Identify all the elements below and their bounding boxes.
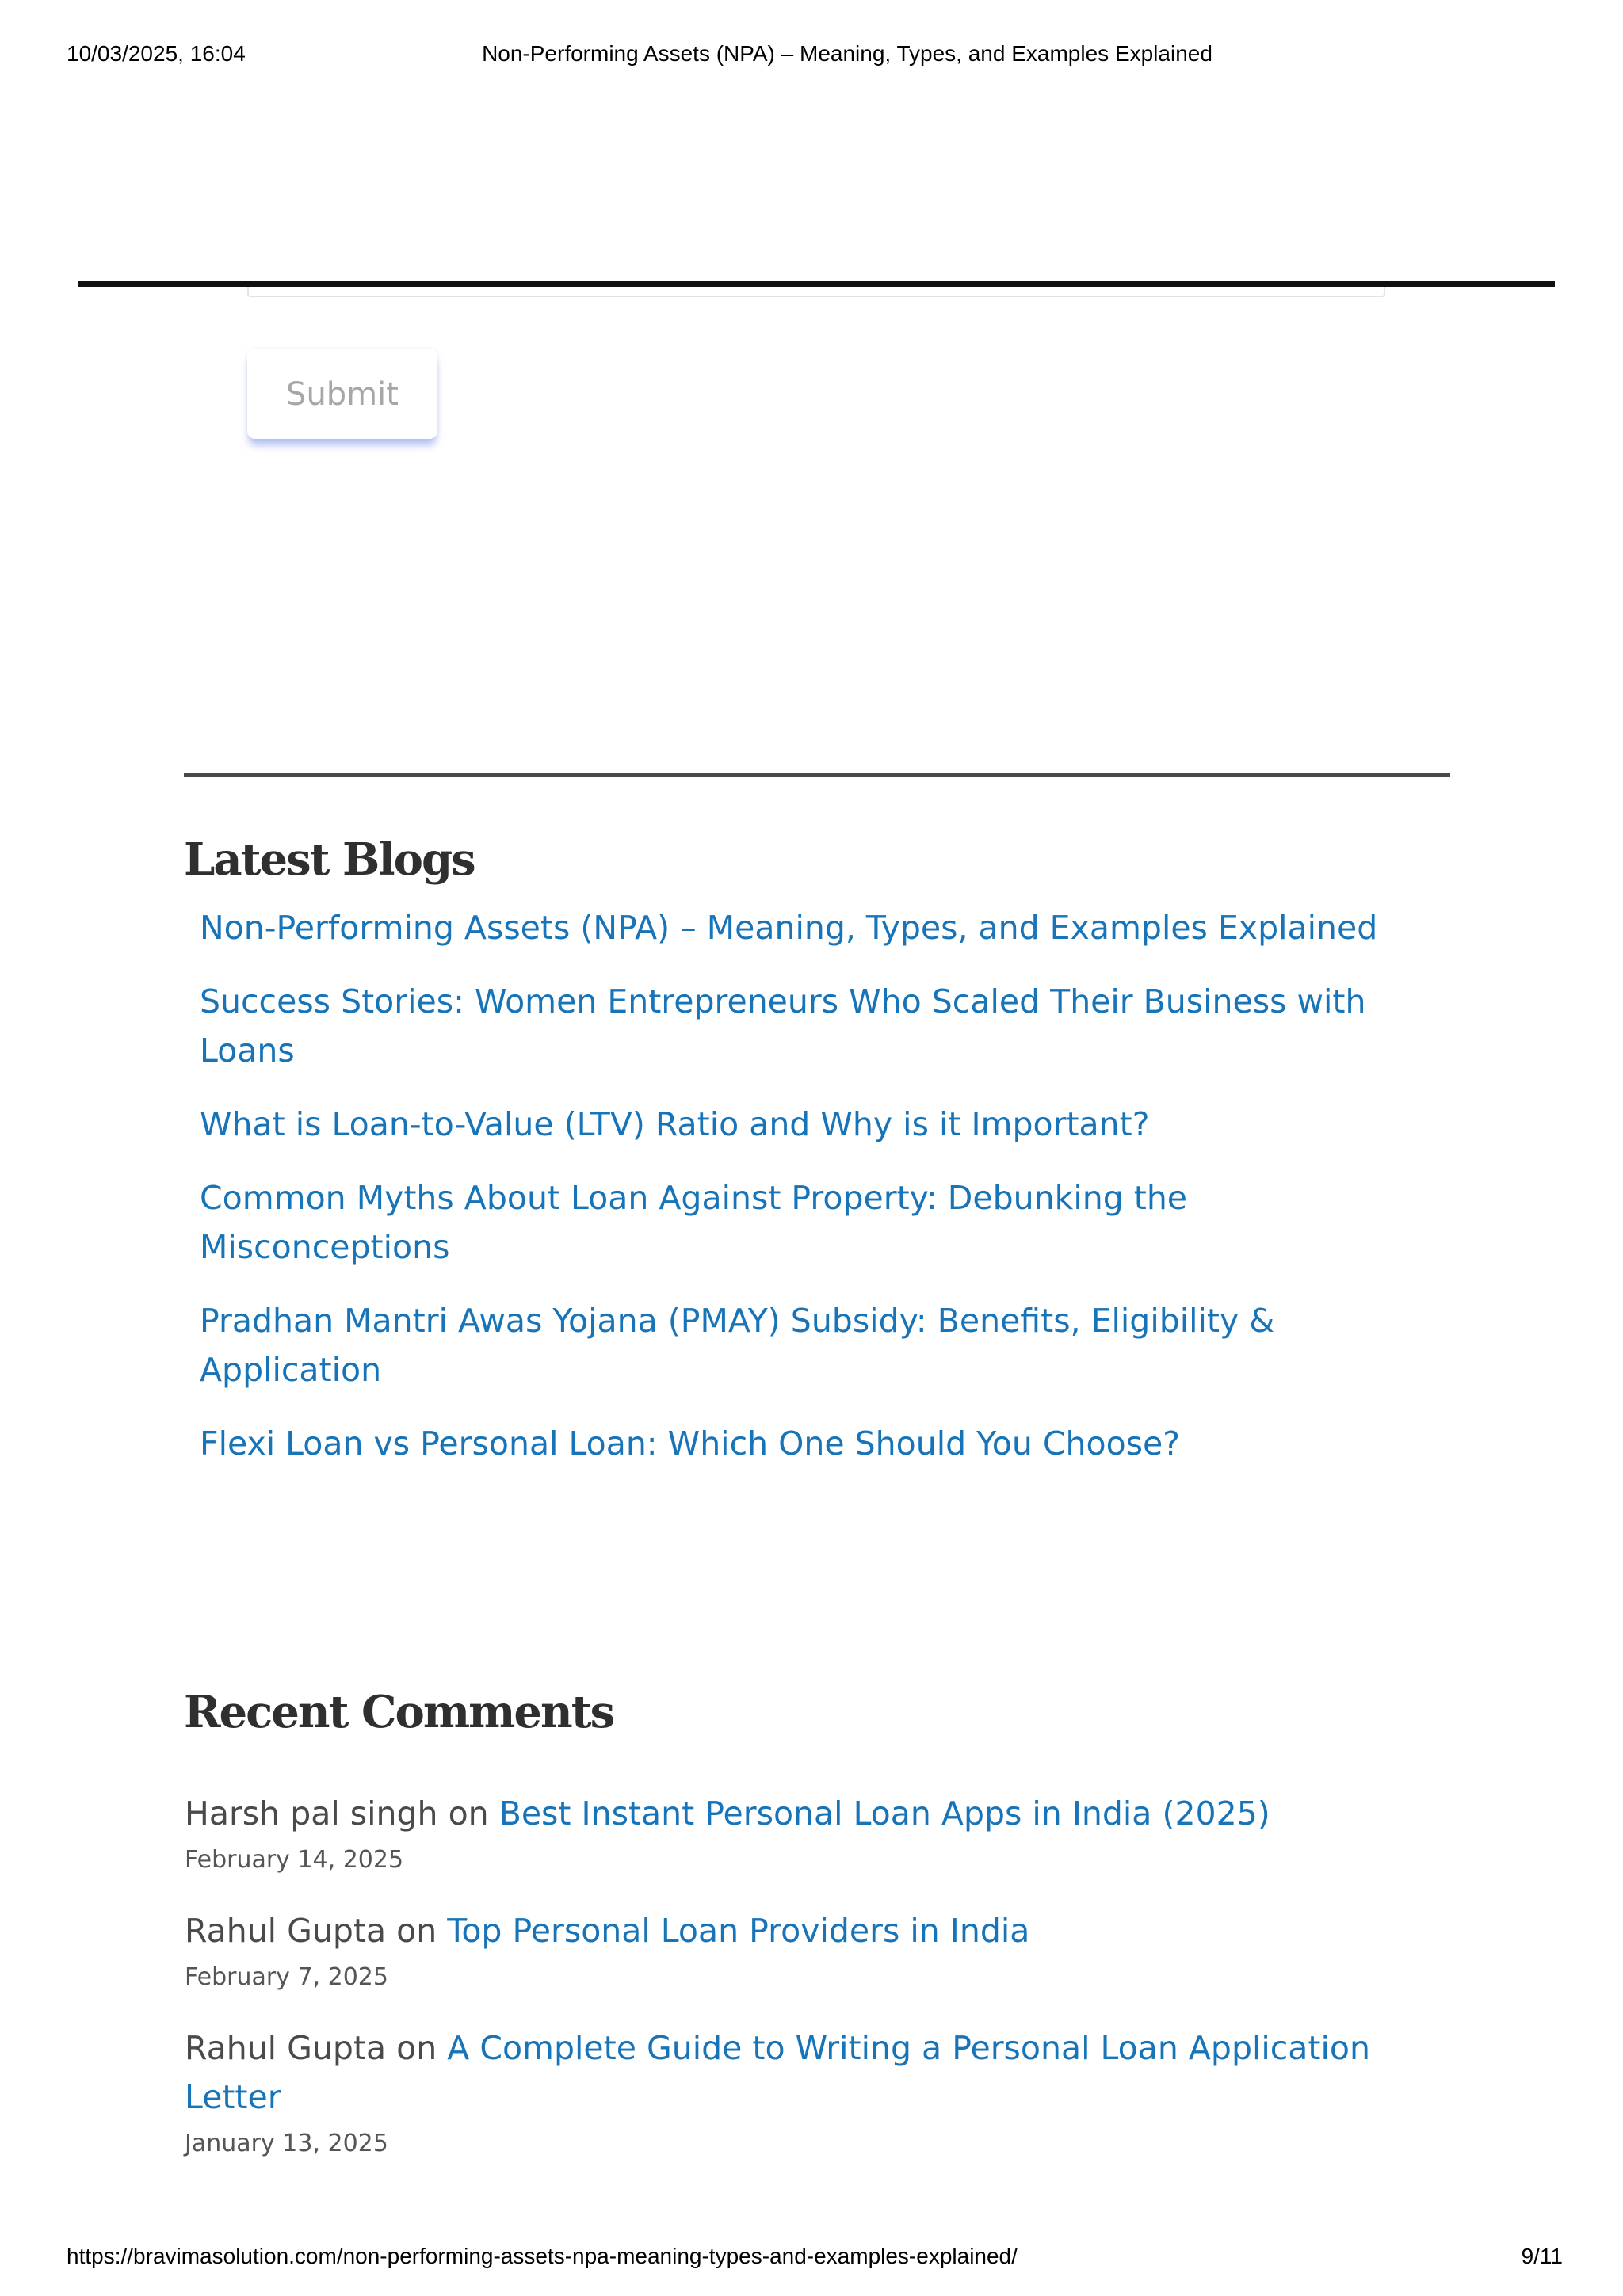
comment-line	[185, 2023, 1421, 2122]
print-footer	[0, 2244, 1623, 2275]
section-divider	[184, 773, 1450, 777]
blog-link[interactable]: Non-Performing Assets (NPA) – Meaning, Types, and Examples Explained	[200, 909, 1378, 947]
print-page-number: 9/11	[1521, 2244, 1563, 2268]
comment-line	[185, 1906, 1421, 1955]
submit-button[interactable]: Submit	[247, 349, 437, 439]
comment-post-link[interactable]: A Complete Guide to Writing a Personal Loan Application Letter	[185, 2029, 1370, 2116]
comment-line	[185, 1789, 1421, 1838]
blog-link[interactable]: Common Myths About Loan Against Property: Debunking the Misconceptions	[200, 1179, 1188, 1266]
recent-comments-title: Recent Comments	[184, 1686, 614, 1738]
comment-post-link[interactable]: Best Instant Personal Loan Apps in India (2025)	[498, 1794, 1270, 1833]
comment-item	[185, 1789, 1421, 1875]
blog-link[interactable]: Success Stories: Women Entrepreneurs Who Scaled Their Business with Loans	[200, 982, 1366, 1070]
print-header	[0, 41, 1623, 73]
print-datetime: 10/03/2025, 16:04	[67, 41, 246, 66]
comment-date: January 13, 2025	[185, 2130, 388, 2157]
latest-blogs-list	[200, 903, 1420, 1493]
recent-comments-list	[185, 1789, 1421, 2190]
header-divider	[78, 281, 1555, 287]
comment-author: Harsh pal singh	[185, 1794, 438, 1833]
print-url: https://bravimasolution.com/non-performing-assets-npa-meaning-types-and-examples-explained/	[67, 2244, 1018, 2268]
comment-textarea[interactable]	[247, 287, 1385, 297]
list-item	[200, 1296, 1420, 1394]
blog-link[interactable]: Flexi Loan vs Personal Loan: Which One Should You Choose?	[200, 1425, 1181, 1463]
comment-on-text: on	[396, 2029, 437, 2067]
comment-item	[185, 2023, 1421, 2158]
list-item	[200, 1173, 1420, 1272]
comment-on-text: on	[396, 1912, 437, 1950]
comment-date: February 7, 2025	[185, 1963, 388, 1991]
list-item	[200, 1419, 1420, 1468]
comment-item	[185, 1906, 1421, 1992]
comment-date: February 14, 2025	[185, 1846, 404, 1874]
comment-author: Rahul Gupta	[185, 1912, 387, 1950]
comment-author: Rahul Gupta	[185, 2029, 387, 2067]
blog-link[interactable]: Pradhan Mantri Awas Yojana (PMAY) Subsidy: Benefits, Eligibility & Application	[200, 1302, 1275, 1389]
latest-blogs-title: Latest Blogs	[184, 833, 475, 886]
list-item	[200, 1100, 1420, 1149]
list-item	[200, 977, 1420, 1075]
blog-link[interactable]: What is Loan-to-Value (LTV) Ratio and Why is it Important?	[200, 1105, 1150, 1143]
comment-post-link[interactable]: Top Personal Loan Providers in India	[447, 1912, 1030, 1950]
list-item	[200, 903, 1420, 952]
comment-on-text: on	[448, 1794, 489, 1833]
print-page-title: Non-Performing Assets (NPA) – Meaning, Types, and Examples Explained	[482, 41, 1212, 66]
